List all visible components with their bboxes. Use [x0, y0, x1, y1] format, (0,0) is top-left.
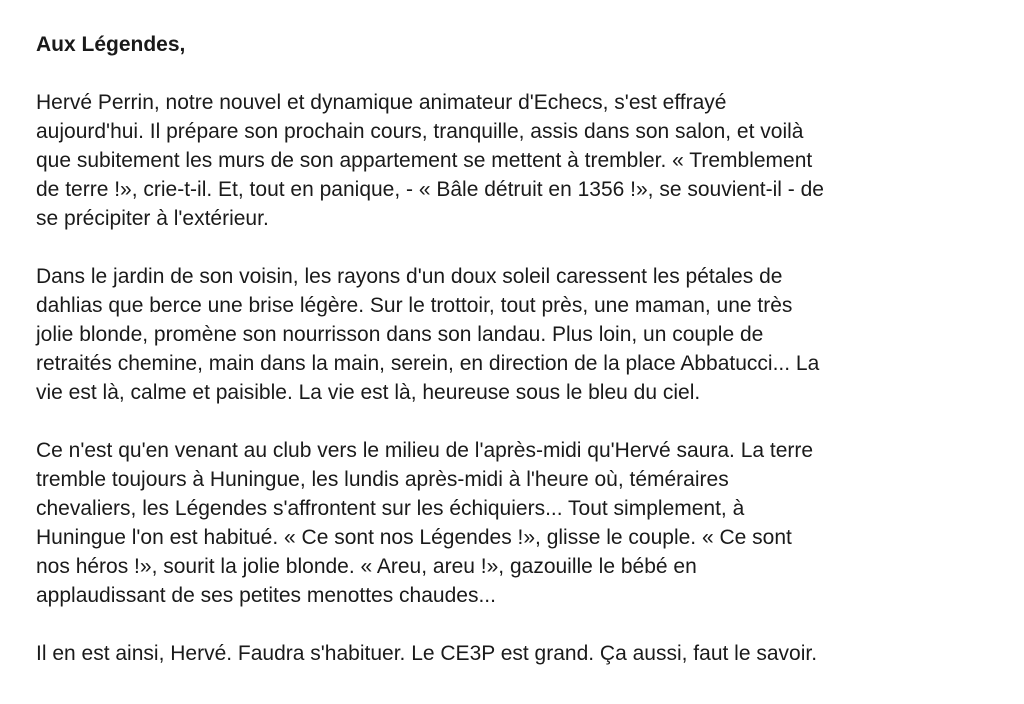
paragraph-line: de terre !», crie-t-il. Et, tout en panique, - « Bâle détruit en 1356 !», se souvient-il - de — [36, 178, 824, 201]
paragraph-line: jolie blonde, promène son nourrisson dans son landau. Plus loin, un couple de — [36, 323, 764, 346]
paragraph-line: chevaliers, les Légendes s'affrontent sur les échiquiers... Tout simplement, à — [36, 497, 745, 520]
paragraph-line: nos héros !», sourit la jolie blonde. « Areu, areu !», gazouille le bébé en — [36, 555, 697, 578]
paragraph-line: dahlias que berce une brise légère. Sur le trottoir, tout près, une maman, une très — [36, 294, 793, 317]
paragraph-4 — [36, 639, 986, 668]
letter-document — [36, 30, 986, 697]
letter-salutation: Aux Légendes, — [36, 33, 186, 56]
paragraph-line: tremble toujours à Huningue, les lundis après-midi à l'heure où, téméraires — [36, 468, 729, 491]
paragraph-line: retraités chemine, main dans la main, serein, en direction de la place Abbatucci... La — [36, 352, 820, 375]
paragraph-line: Ce n'est qu'en venant au club vers le milieu de l'après-midi qu'Hervé saura. La terre — [36, 439, 814, 462]
paragraph-line: Dans le jardin de son voisin, les rayons d'un doux soleil caressent les pétales de — [36, 265, 783, 288]
paragraph-1 — [36, 88, 986, 233]
paragraph-line: Huningue l'on est habitué. « Ce sont nos Légendes !», glisse le couple. « Ce sont — [36, 526, 792, 549]
paragraph-line: que subitement les murs de son appartement se mettent à trembler. « Tremblement — [36, 149, 813, 172]
paragraph-2 — [36, 262, 986, 407]
paragraph-line: Hervé Perrin, notre nouvel et dynamique animateur d'Echecs, s'est effrayé — [36, 91, 727, 114]
paragraph-line: aujourd'hui. Il prépare son prochain cours, tranquille, assis dans son salon, et voilà — [36, 120, 804, 143]
paragraph-line: Il en est ainsi, Hervé. Faudra s'habituer. Le CE3P est grand. Ça aussi, faut le savoir. — [36, 642, 818, 665]
paragraph-line: applaudissant de ses petites menottes chaudes... — [36, 584, 496, 607]
paragraph-3 — [36, 436, 986, 610]
paragraph-line: vie est là, calme et paisible. La vie est là, heureuse sous le bleu du ciel. — [36, 381, 701, 404]
paragraph-line: se précipiter à l'extérieur. — [36, 207, 269, 230]
